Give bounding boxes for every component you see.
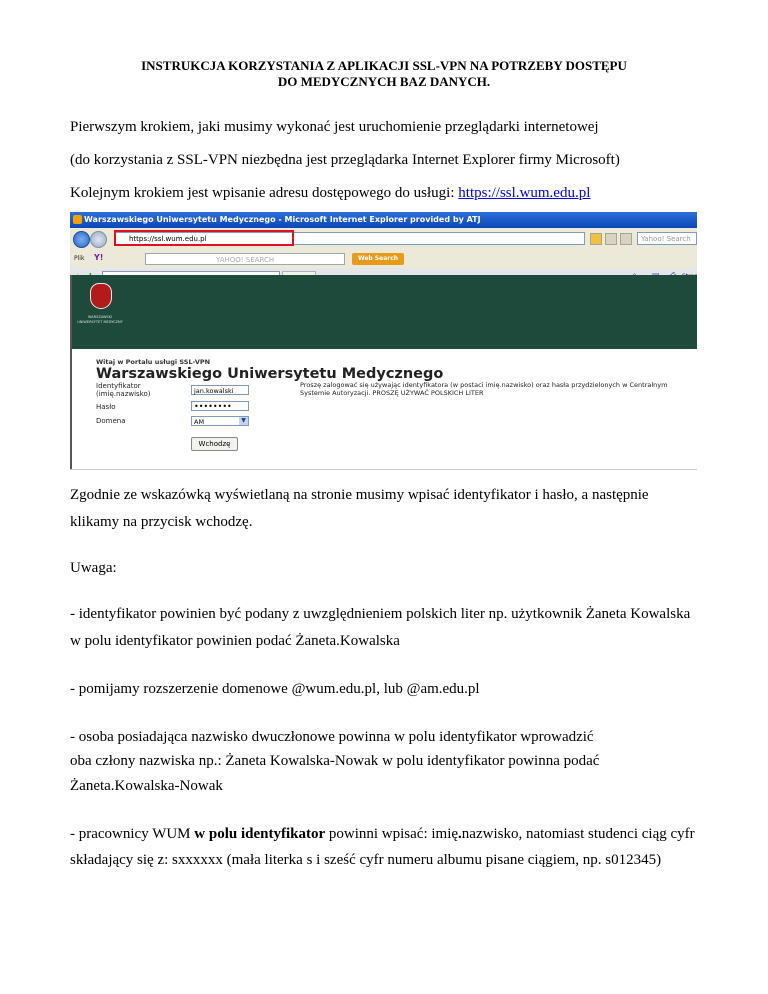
bullet-4-mid: powinni wpisać: imię	[325, 826, 459, 842]
label-password: Hasło	[96, 403, 116, 411]
bullet-1-line-2: w polu identyfikator powinien podać Żaneta.Kowalska	[70, 633, 400, 649]
lock-icon	[590, 233, 602, 245]
ie-address-bar	[70, 228, 697, 251]
address-input[interactable]: https://ssl.wum.edu.pl	[115, 232, 585, 245]
bullet-4-line-2: składający się z: sxxxxxx (mała literka s i sześć cyfr numeru albumu pisane ciągiem, np. s012345)	[70, 852, 662, 868]
ie-title-bar	[70, 212, 697, 228]
label-identifier: Identyfikator	[96, 382, 141, 390]
domain-select[interactable]	[191, 416, 249, 426]
bullet-1-line-1: - identyfikator powinien być podany z uwzględnieniem polskich liter np. użytkownik Żaneta Kowalska	[70, 606, 691, 622]
university-crest-icon	[90, 283, 112, 309]
browser-screenshot	[70, 212, 697, 470]
yahoo-toolbar	[70, 250, 697, 269]
stop-icon[interactable]	[620, 233, 632, 245]
portal-title: Warszawskiego Uniwersytetu Medycznego	[96, 366, 444, 382]
paragraph-login-line-1: Zgodnie ze wskazówką wyświetlaną na stronie musimy wpisać identyfikator i hasło, a następnie	[70, 487, 649, 503]
bullet-3-line-3: Żaneta.Kowalska-Nowak	[70, 778, 223, 794]
bullet-2: - pomijamy rozszerzenie domenowe @wum.edu.pl, lub @am.edu.pl	[70, 681, 480, 697]
back-icon[interactable]	[73, 231, 90, 248]
left-border	[70, 275, 72, 470]
paragraph-step-1: Pierwszym krokiem, jaki musimy wykonać jest uruchomienie przeglądarki internetowej	[70, 119, 599, 135]
bullet-4-bold-field: w polu identyfikator	[194, 826, 326, 842]
portal-welcome: Witaj w Portalu usługi SSL-VPN	[96, 358, 211, 366]
bullet-4-pre: - pracownicy WUM	[70, 826, 195, 842]
paragraph-login-line-2: klikamy na przycisk wchodzę.	[70, 514, 253, 530]
yahoo-icon[interactable]: Y!	[94, 253, 104, 262]
document-title-line-2: DO MEDYCZNYCH BAZ DANYCH.	[277, 74, 491, 89]
paragraph-step-2	[70, 184, 590, 202]
login-instructions-line-1: Proszę zalogować się używając identyfikatora (w postaci imię.nazwisko) oraz hasła przydzielonych w Centralnym	[300, 381, 668, 389]
address-highlight	[114, 230, 294, 246]
file-menu[interactable]: Plik	[74, 255, 85, 262]
forward-icon[interactable]	[90, 231, 107, 248]
login-instructions	[300, 381, 697, 397]
ie-window-title: Warszawskiego Uniwersytetu Medycznego - Microsoft Internet Explorer provided by ATJ	[84, 215, 481, 224]
bullet-4-post: nazwisko, natomiast studenci ciąg cyfr	[461, 826, 695, 842]
paragraph-uwaga: Uwaga:	[70, 560, 117, 576]
yahoo-search-field[interactable]: YAHOO! SEARCH	[145, 253, 345, 265]
domain-value: AM	[194, 418, 205, 426]
login-button[interactable]: Wchodzę	[191, 437, 238, 451]
screenshot-bottom-border	[70, 469, 697, 470]
login-instructions-line-2: Systemie Autoryzacji. PROSZĘ UŻYWAĆ POLSKICH LITER	[300, 389, 484, 397]
chevron-down-icon[interactable]: ▼	[239, 417, 248, 425]
step-2-text: Kolejnym krokiem jest wpisanie adresu dostępowego do usługi:	[70, 185, 459, 201]
bullet-3-line-1: - osoba posiadająca nazwisko dwuczłonowe powinna w polu identyfikator wprowadzić	[70, 729, 594, 745]
password-input[interactable]: ••••••••	[191, 401, 249, 411]
yahoo-web-search-button[interactable]: Web Search	[352, 253, 404, 265]
refresh-icon[interactable]	[605, 233, 617, 245]
label-identifier-hint: (imię.nazwisko)	[96, 390, 151, 398]
ssl-vpn-link[interactable]: https://ssl.wum.edu.pl	[458, 185, 591, 201]
document-title-line-1: INSTRUKCJA KORZYSTANIA Z APLIKACJI SSL-VPN NA POTRZEBY DOSTĘPU	[141, 58, 627, 73]
search-input[interactable]: Yahoo! Search	[637, 232, 697, 245]
bullet-4-line-1	[70, 825, 695, 843]
bullet-4-bold-dot: .	[458, 826, 462, 842]
portal-header-band	[70, 275, 697, 349]
identifier-input[interactable]: jan.kowalski	[191, 385, 249, 395]
bullet-3-line-2: oba człony nazwiska np.: Żaneta Kowalska-Nowak w polu identyfikator powinna podać	[70, 753, 600, 769]
label-domain: Domena	[96, 417, 126, 425]
crest-caption: WARSZAWSKI UNIWERSYTET MEDYCZNY	[77, 315, 123, 324]
ie-logo-icon	[73, 215, 82, 224]
paragraph-browser-note: (do korzystania z SSL-VPN niezbędna jest przeglądarka Internet Explorer firmy Microsoft)	[70, 152, 620, 168]
